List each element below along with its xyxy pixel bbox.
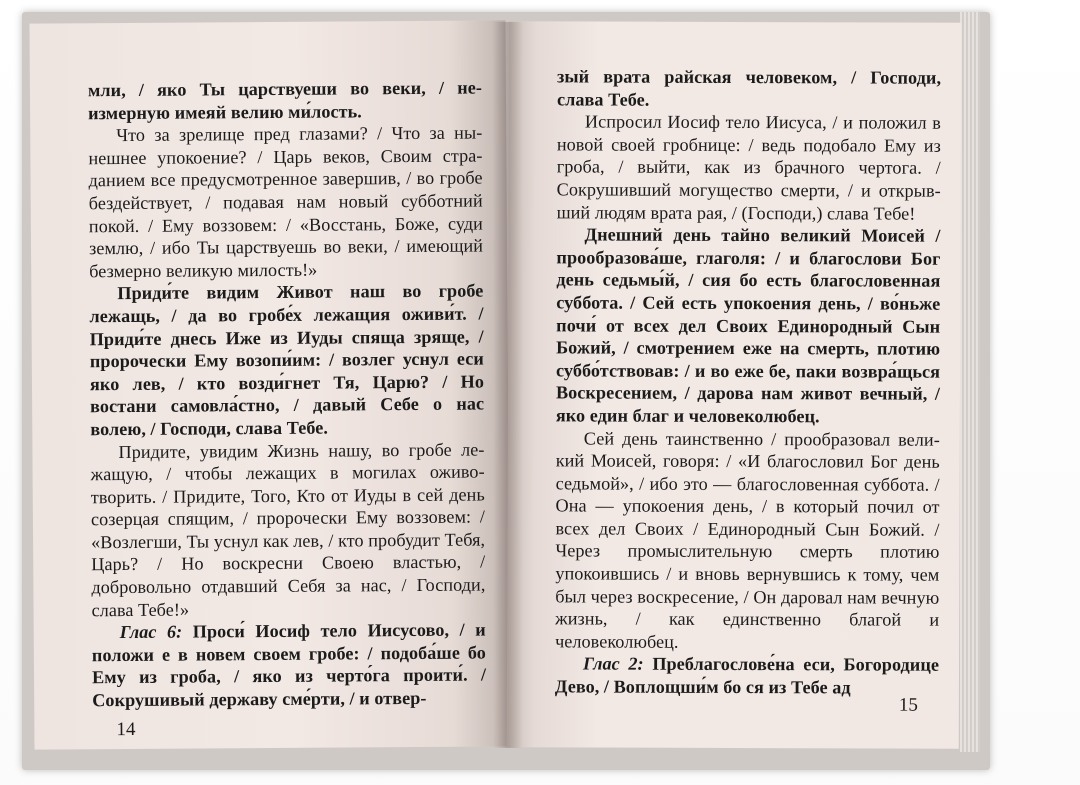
left-paragraph-5-text: Проси́ Иосиф тело Иисусово, / и положи е в новем своем гробе: / подоба́ше бо Ему из гроба, / яко из черто́га проити́. / Сокрушивый державу сме́рти, / и отвер- [91,619,487,711]
right-paragraph-4: Сей день таинственно / прообразовал великий Моисей, говоря: / «И благословил Бог день седьмой», / ибо это — благословенная суббота. / Она — упокоения день, / в который почил от всех дел Своих / Единородный Сын Божий. / Через промыслительную смерть плотию упокоившись / и вновь вернувшись к тому, чем был через воскресение, / Он даровал нам вечную жизнь, / как единственно благой и человеколюбец. [555,427,940,652]
left-paragraph-4: Придите, увидим Жизнь нашу, во гробе лежащую, / чтобы лежащих в могилах оживотворить. / Придите, Того, Кто от Иуды в сей день созерцая спящим, / пророчески Ему воззовем: / «Возлегши, Ты уснул как лев, / кто пробудит Тебя, Царь? / Но воскресни Своею властью, / добровольно отдавший Себя за нас, / Господи, слава Тебе!» [90,439,486,620]
page-number-left: 14 [116,718,136,741]
left-paragraph-3: Приди́те видим Живот наш во гробе лежащь, / да во гробе́х лежащия оживи́т. / Приди́те днесь Иже из Иуды спяща зряще, / пророчески Ему возопи́им: / возлег уснул еси яко лев, / кто возди́гнет Тя, Царю? / Но востани самовла́стно, / давый Себе о нас волею, / Господи, слава Тебе. [89,280,485,440]
left-paragraph-1: мли, / яко Ты царствуеши во веки, / неизмерную имеяй велию ми́лость. [87,77,482,123]
right-page [507,21,962,749]
left-paragraph-2: Что за зрелище пред глазами? / Что за нынешнее упокоение? / Царь веков, Своим страданием все предусмотренное завершив, / во гробе бездействует, / подавая нам новый субботний покой. / Ему воззовем: / «Восстань, Боже, суди землю, / ибо Ты царствуешь во веки, / имеющий безмерно великую милость!» [88,122,484,282]
right-paragraph-5-text: Преблагослове́на еси, Богородице Дево, / Воплощши́м бо ся из Тебе ад [554,654,940,698]
page-edges [960,12,980,752]
left-page-text [88,77,486,712]
right-paragraph-1: зый врата райская человеком, / Господи, слава Тебе. [556,66,942,110]
left-paragraph-5 [92,619,487,712]
book-gutter [493,22,523,748]
right-paragraph-2: Испросил Иосиф тело Иисуса, / и положил в новой своей гробнице: / ведь подобало Ему из гроба, / выйти, как из брачного чертога. / Сокрушивший могущество смерти, / и открывший людям врата рая, / (Господи,) слава Тебе! [556,111,941,224]
page-number-right: 15 [898,694,918,716]
right-paragraph-3: Днешний день тайно великий Моисей / прообразова́ше, глаголя: / и благослови Бог день седьмы́й, / сия бо есть благословенная суббота. / Сей есть упокоения день, / во́ньже почи́ от всех дел Своих Единородный Сын Божий, / смотрением еже на смерть, плотию суббо́тствовав: / и во еже бе, паки возвра́щься Воскресением, / дарова нам живот вечный, / яко един благ и человеколюбец. [555,224,941,427]
left-page [29,20,510,749]
tone-label: Глас 2: [582,653,644,675]
tone-label: Глас 6: [119,621,183,643]
right-page-text [555,65,941,699]
right-paragraph-5 [555,653,939,700]
